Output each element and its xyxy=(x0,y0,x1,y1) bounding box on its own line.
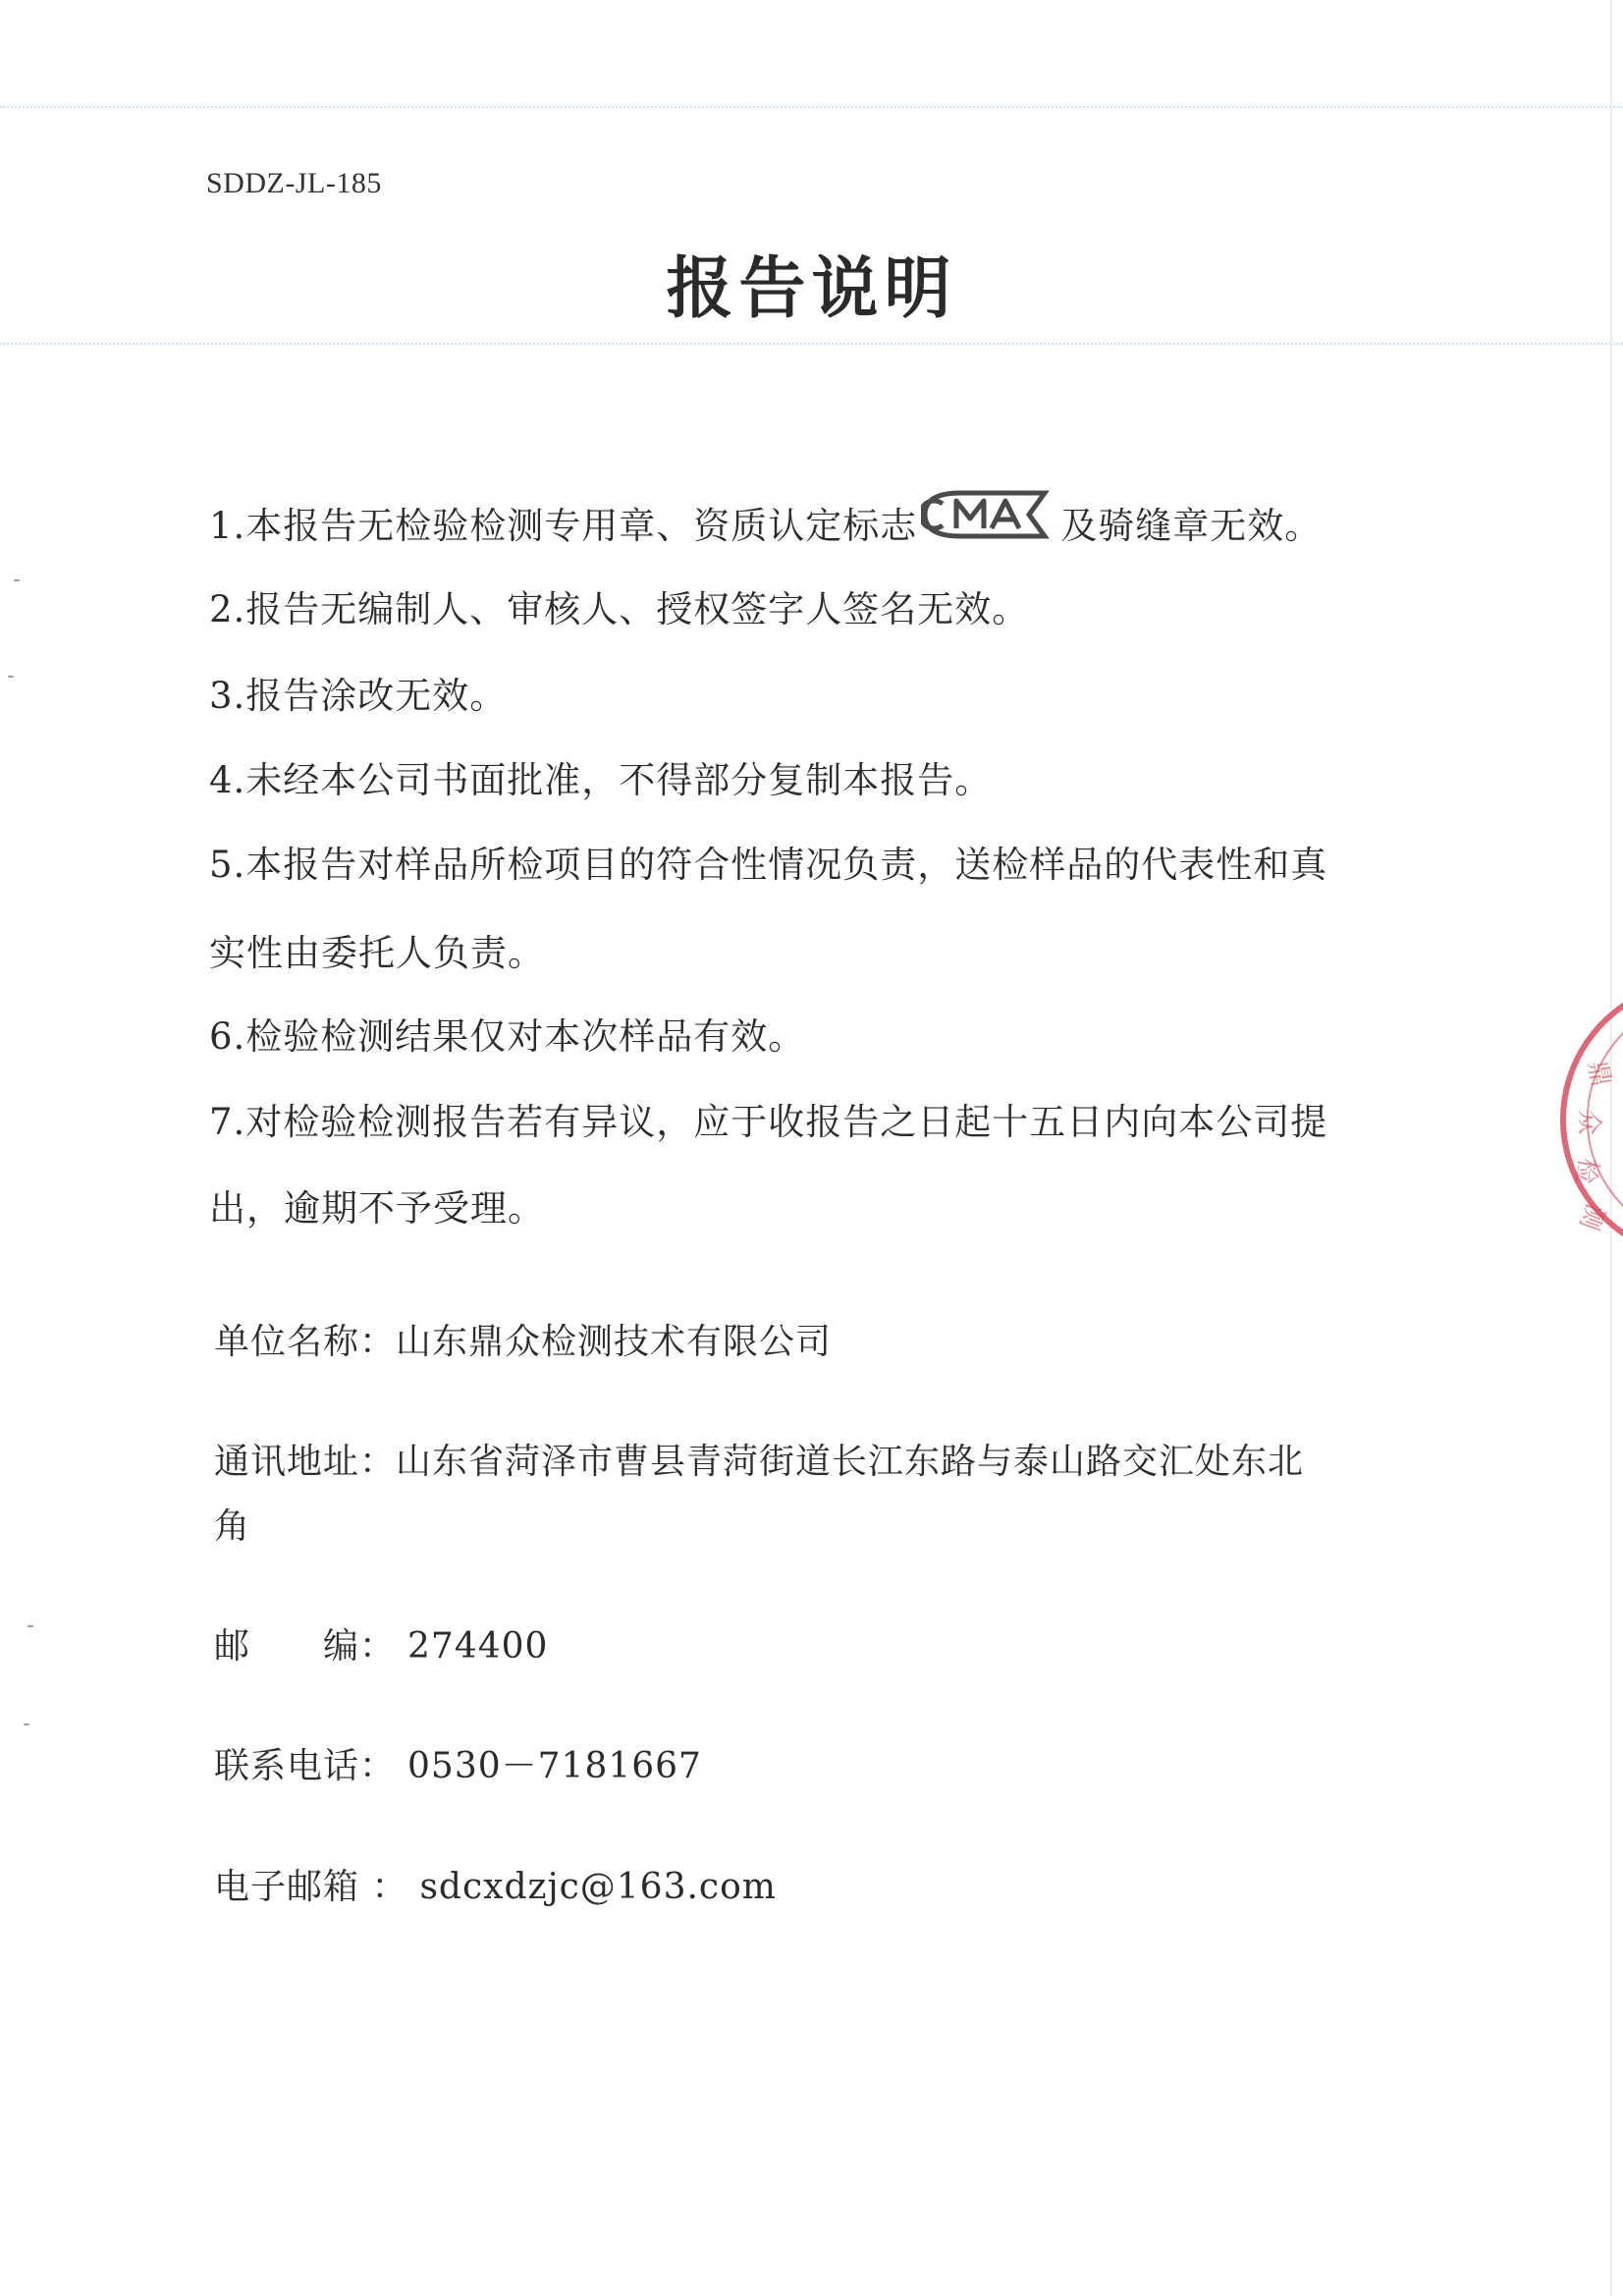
note-1-text: 1.本报告无检验检测专用章、资质认定标志 xyxy=(209,505,918,547)
address-value: 山东省菏泽市曹县青菏街道长江东路与泰山路交汇处东北 xyxy=(396,1442,1305,1482)
phone-row xyxy=(214,1738,702,1788)
address-label: 通讯地址： xyxy=(214,1442,397,1482)
note-5-line-1: 5.本报告对样品所检项目的符合性情况负责，送检样品的代表性和真 xyxy=(209,844,1328,886)
svg-text:众: 众 xyxy=(1574,1110,1603,1136)
cma-logo-icon xyxy=(921,487,1051,551)
scan-speck xyxy=(8,676,14,678)
email-row xyxy=(214,1859,777,1909)
note-5-line-2: 实性由委托人负责。 xyxy=(209,932,545,974)
phone-value: 0530－7181667 xyxy=(407,1746,702,1786)
document-code: SDDZ-JL-185 xyxy=(206,167,382,199)
note-2: 2.报告无编制人、审核人、授权签字人签名无效。 xyxy=(209,588,1030,630)
postcode-label: 邮 编： xyxy=(214,1626,397,1667)
note-7-line-1: 7.对检验检测报告若有异议，应于收报告之日起十五日内向本公司提 xyxy=(209,1101,1328,1143)
page-title: 报告说明 xyxy=(666,249,957,328)
note-1 xyxy=(209,496,1322,561)
postcode-row xyxy=(214,1618,548,1668)
address-row-continued: 角 xyxy=(214,1506,251,1547)
scan-border-top xyxy=(0,106,1623,108)
company-value: 山东鼎众检测技术有限公司 xyxy=(396,1322,833,1362)
note-3: 3.报告涂改无效。 xyxy=(209,675,508,717)
email-value: sdcxdzjc@163.com xyxy=(419,1867,777,1907)
scan-border-mid xyxy=(0,343,1623,345)
company-label: 单位名称： xyxy=(214,1322,397,1362)
company-seal-icon xyxy=(1551,972,1623,1267)
scan-speck xyxy=(27,1625,33,1627)
address-row xyxy=(214,1434,1304,1484)
svg-text:鼎: 鼎 xyxy=(1582,1059,1616,1089)
note-7-line-2: 出，逾期不予受理。 xyxy=(209,1187,545,1230)
company-row xyxy=(214,1314,832,1364)
svg-text:检: 检 xyxy=(1569,1155,1603,1186)
email-label: 电子邮箱 ： xyxy=(214,1867,408,1907)
note-6: 6.检验检测结果仅对本次样品有效。 xyxy=(209,1015,806,1058)
phone-label: 联系电话： xyxy=(214,1746,397,1786)
svg-text:测: 测 xyxy=(1573,1199,1610,1234)
scan-speck xyxy=(14,579,20,581)
postcode-value: 274400 xyxy=(407,1626,549,1667)
note-1-text-end: 及骑缝章无效。 xyxy=(1060,505,1323,547)
note-4: 4.未经本公司书面批准，不得部分复制本报告。 xyxy=(209,759,993,801)
scan-speck xyxy=(24,1723,29,1725)
